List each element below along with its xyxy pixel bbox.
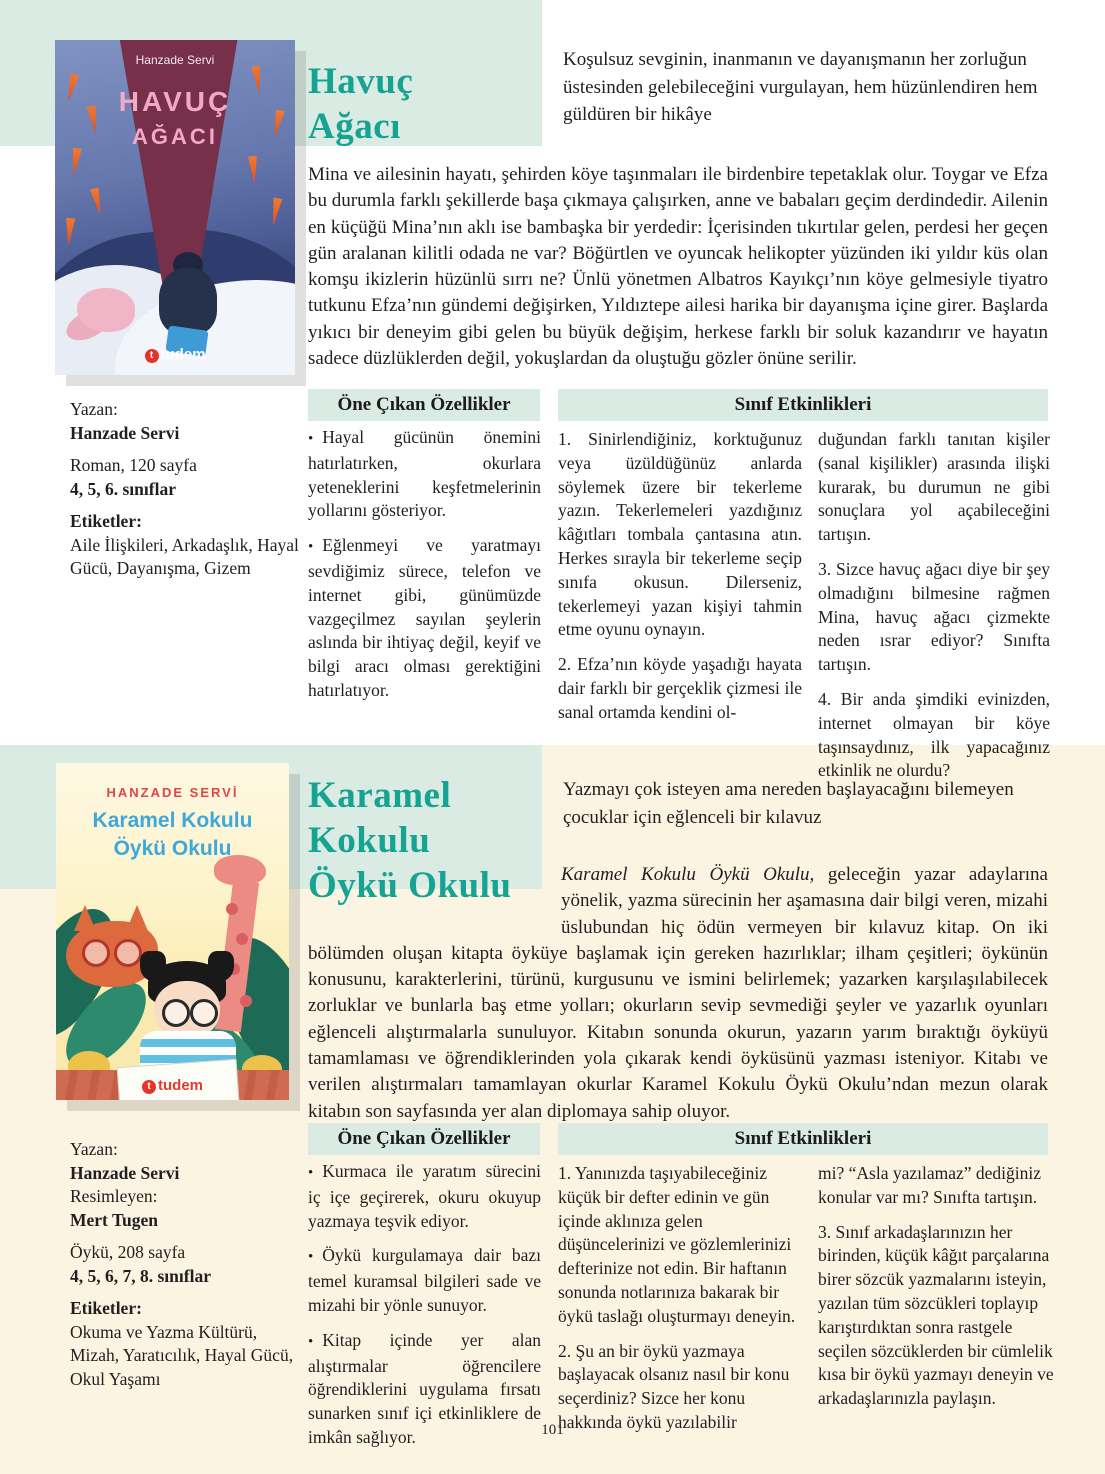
carrot-illustration	[267, 197, 285, 227]
title-line: Karamel	[308, 774, 452, 816]
activities-header-bar: Sınıf Etkinlikleri	[558, 1123, 1048, 1155]
cover-title-line2: Öykü Okulu	[113, 837, 232, 860]
book2-summary-rest: geleceğin yazar adaylarına yönelik, yazma sürecinin her aşamasına dair bilgi veren, mizahi üslubundan hiç ödün vermeyen bir kılavuz kitap. On iki bölümden oluşan kitapta öyküye başlamak için gereken hazırlıklar; ilham çeşitleri; öykünün konusunu, karakterlerini, türünü, kurgusunu ve ismini belirlemek; yazarken karşılaşılabilecek zorluklar ve bunlarla baş etme yolları; okurların sevip sevmediği şeyler ve yazarlık oyunları eğlenceli alıştırmalarla sunuluyor. Kitabın sonunda okurun, yazarın yarım bıraktığı öyküyü tamamlaması ve öğrendiklerinden yola çıkarak kendi öyküsünü yazması isteniyor. Kitabı ve verilen alıştırmaları tamamlayan okurlar Karamel Kokulu Öykü Okulu’ndan mezun olarak kitabın son sayfasında yer alan diplomaya sahip oluyor.	[308, 864, 1048, 1122]
book2-summary	[308, 862, 1048, 1125]
author-label: Yazan:	[70, 1139, 118, 1159]
activity-item: 2. Efza’nın köyde yaşadığı hayata dair farklı bir gerçeklik çizmesi ile sanal ortamda kendini ol-	[558, 654, 802, 722]
page-title-havuc-agaci	[308, 59, 413, 149]
features-header-bar: Öne Çıkan Özellikler	[308, 1123, 540, 1155]
cover-title-line1: HAVUÇ	[118, 86, 232, 117]
title-line: Havuç	[308, 60, 414, 102]
tags-label: Etiketler:	[70, 1298, 142, 1318]
cover-title-line2: AĞACI	[132, 124, 218, 149]
author-name: Hanzade Servi	[70, 1162, 180, 1183]
cover-author: Hanzade Servi	[135, 53, 215, 67]
activity-item: 1. Yanınızda taşıyabileceğiniz küçük bir defter edinin ve gün içinde aklınıza gelen düşüncelerinizi ve gözlemlerinizi defterinize not edin. Bir haftanın sonunda notlarınıza bakarak bir öykü taslağı oluşturmayı deneyin.	[558, 1163, 796, 1326]
grade-levels: 4, 5, 6. sınıflar	[70, 478, 176, 499]
feature-item: • Kurmaca ile yaratım sürecini iç içe geçirerek, okuru okuyup yazmaya teşvik ediyor.	[308, 1161, 541, 1231]
child-glasses-icon	[190, 999, 218, 1027]
carrot-illustration	[268, 109, 287, 139]
activity-item: 3. Sınıf arkadaşlarınızın her birinden, küçük kâğıt parçalarına birer sözcük yazmalarını isteyin, yazılan tüm sözcükleri toplayıp karıştırdıktan sonra rastgele seçilen sözcüklerden bir cümlelik kısa bir öykü yazmayı deneyin ve arkadaşlarınızla paylaşın.	[818, 1221, 1054, 1409]
book1-features	[308, 426, 541, 714]
book2-activities-col2	[818, 1162, 1054, 1422]
activity-item: 3. Sizce havuç ağacı diye bir şey olmadığını bilmesine rağmen Mina, havuç ağacı çizmekte neden ısrar ediyor? Sınıfta tartışın.	[818, 558, 1050, 675]
giraffe-spot	[240, 995, 252, 1007]
child-glasses-icon	[162, 999, 190, 1027]
activity-item: 2. Şu an bir öykü yazmaya başlayacak olsanız nasıl bir konu seçerdiniz? Sizce her konu hakkında öykü yazılabilir	[558, 1340, 790, 1432]
features-header-bar: Öne Çıkan Özellikler	[308, 389, 540, 421]
title-line: Ağacı	[308, 105, 401, 147]
carrot-illustration	[246, 156, 261, 185]
book2-tagline: Yazmayı çok isteyen ama nereden başlayacağını bilemeyen çocuklar için eğlenceli bir kılavuz	[563, 779, 1014, 828]
book-cover-karamel-kokulu	[56, 763, 289, 1100]
page-number: 101	[541, 1422, 564, 1438]
title-line: Öykü Okulu	[308, 864, 512, 906]
fox-glasses-icon	[114, 939, 142, 967]
feature-item: • Hayal gücünün önemini hatırlatırken, okurlara yeteneklerini keşfetmelerinin yollarını gösteriyor.	[308, 427, 541, 521]
tudem-logo-icon: t	[145, 349, 159, 363]
activity-item: mi? “Asla yazılamaz” dediğiniz konular var mı? Sınıfta tartışın.	[818, 1163, 1042, 1207]
book1-info	[70, 398, 308, 590]
feature-item: • Eğlenmeyi ve yaratmayı sevdiğimiz sürece, telefon ve internet gibi, günümüzde vazgeçilmez sayılan şeylerin aslında bir ihtiyaç değil, keyif ve bilgi aracı olması gerektiğini hatırlatıyor.	[308, 535, 541, 700]
publisher-logo	[55, 346, 295, 363]
activities-header-bar: Sınıf Etkinlikleri	[558, 389, 1048, 421]
author-name: Hanzade Servi	[70, 422, 180, 443]
carrot-illustration	[249, 65, 266, 95]
publisher-logo	[56, 1077, 289, 1094]
title-line: Kokulu	[308, 819, 431, 861]
book-cover-havuc-agaci	[55, 40, 295, 375]
cover-title	[56, 807, 289, 863]
tags-list: Aile İlişkileri, Arkadaşlık, Hayal Gücü, Dayanışma, Gizem	[70, 534, 299, 578]
grade-levels: 4, 5, 6, 7, 8. sınıflar	[70, 1265, 211, 1286]
bullet-icon: •	[308, 1165, 314, 1181]
author-label: Yazan:	[70, 399, 118, 419]
book-format: Öykü, 208 sayfa	[70, 1242, 186, 1262]
tags-list: Okuma ve Yazma Kültürü, Mizah, Yaratıcılık, Hayal Gücü, Okul Yaşamı	[70, 1321, 294, 1389]
giraffe-spot	[226, 903, 238, 915]
text-wrap-spacer	[308, 862, 561, 915]
bullet-icon: •	[308, 1333, 314, 1350]
book2-summary-lead: Karamel Kokulu Öykü Okulu,	[561, 864, 815, 885]
book2-features	[308, 1160, 541, 1461]
feature-item: • Öykü kurgulamaya dair bazı temel kuramsal bilgileri sade ve mizahi bir yönle sunuyor.	[308, 1245, 541, 1315]
activity-item: duğundan farklı tanıtan kişiler (sanal kişilikler) arasında ilişki kurarak, bu durumun ne gibi sonuçlara yol açabileceğini tartışın.	[818, 429, 1050, 545]
feature-item: • Kitap içinde yer alan alıştırmalar öğrencilere öğrendiklerini uygulama fırsatı sunarken sınıf içi etkinliklere de imkân sağlıyor.	[308, 1329, 541, 1447]
book1-summary: Mina ve ailesinin hayatı, şehirden köye taşınmaları ile birdenbire tepetaklak olur. Toygar ve Efza bu durumla farklı şekillerde başa çıkmaya çalışırken, anne ve babaları geçim derdindedir. Ailenin en küçüğü Mina’nın aklı ise bambaşka bir yerdedir: İçerisinden tıkırtılar gelen, perdesi her geçen gün aralanan kilitli odada ne var? Böğürtlen ve oyuncak helikopter yüzünden iki yıldır küs olan komşu ikizlerin hüzünlü sırrı ne? Ünlü yönetmen Albatros Kayıkçı’nın köye gelmesiyle tiyatro tutkunu Efza’nın gündemi değişirken, Yıldıztepe ailesi harika bir dayanışma içine girer. Başlarda yıkıcı bir deneyim gibi gelen bu büyük değişim, herkese farklı bir soluk kazandırır ve hayatın sadece düzlüklerden değil, yokuşlardan da oluştuğu gözler önüne serilir.	[308, 164, 1048, 370]
cover-title	[103, 86, 247, 150]
carrot-illustration	[67, 147, 84, 177]
giraffe-spot	[236, 933, 248, 945]
book1-activities-col2	[818, 428, 1050, 794]
carrot-illustration	[62, 73, 81, 103]
bullet-icon: •	[308, 431, 314, 447]
fox-illustration	[77, 288, 135, 332]
publisher-name: tudem	[160, 346, 206, 363]
child-illustration	[159, 268, 217, 334]
bullet-icon: •	[308, 1249, 314, 1266]
bullet-icon: •	[308, 539, 314, 556]
book1-tagline: Koşulsuz sevginin, inanmanın ve dayanışmanın her zorluğun üstesinden gelebileceğini vurgulayan, hem hüzünlendiren hem güldüren bir hikâye	[563, 49, 1038, 125]
book2-activities-col1	[558, 1162, 802, 1446]
illustrator-name: Mert Tugen	[70, 1209, 158, 1230]
activity-item: 4. Bir anda şimdiki evinizden, internet olmayan bir köye taşınsaydınız, ilk yapacağınız etkinlik ne olurdu?	[818, 688, 1050, 781]
tags-label: Etiketler:	[70, 511, 142, 531]
cover-author: HANZADE SERVİ	[106, 785, 239, 800]
cover-title-line1: Karamel Kokulu	[92, 809, 253, 832]
book1-activities-col1	[558, 428, 802, 736]
illustrator-label: Resimleyen:	[70, 1186, 158, 1206]
book2-info	[70, 1138, 308, 1400]
carrot-illustration	[85, 105, 103, 135]
carrot-illustration	[62, 217, 77, 246]
activity-item: 1. Sinirlendiğiniz, korktuğunuz veya üzüldüğünüz anlarda söylemek üzere bir tekerleme yazın. Tekerlemeleri yazdığınız kâğıtları tombala çantasına atın. Herkes sırayla bir tekerleme seçip sınıfa okusun. Dilerseniz, tekerlemeyi yazan kişiyi tahmin etme oyunu oynayın.	[558, 429, 802, 640]
book-format: Roman, 120 sayfa	[70, 455, 197, 475]
tudem-logo-icon: t	[142, 1080, 156, 1094]
fox-glasses-icon	[82, 939, 110, 967]
publisher-name: tudem	[158, 1077, 203, 1094]
carrot-illustration	[88, 187, 107, 217]
